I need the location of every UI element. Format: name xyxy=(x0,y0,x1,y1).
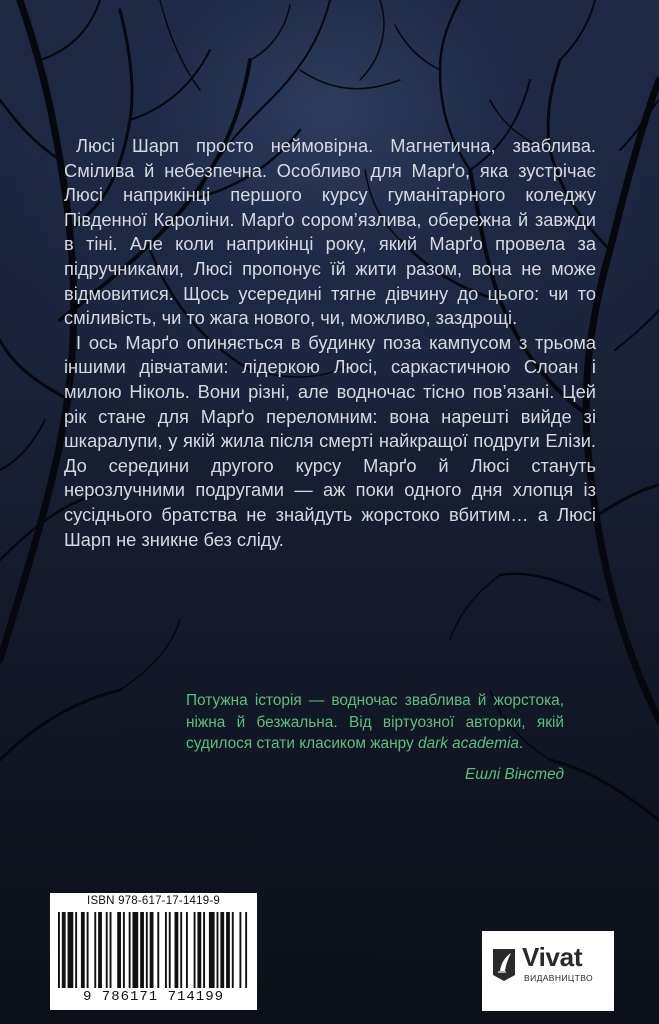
barcode-bar xyxy=(140,912,144,988)
barcode-bar xyxy=(232,912,234,988)
barcode-bar xyxy=(175,912,179,988)
isbn-barcode-block xyxy=(50,893,257,1010)
barcode-bar xyxy=(81,912,85,988)
barcode-bar xyxy=(194,912,196,988)
barcode-bar xyxy=(110,912,112,988)
barcode-bar xyxy=(123,912,125,988)
vivat-emblem-icon xyxy=(491,945,517,983)
quote-genre: dark academia xyxy=(417,735,519,753)
barcode-bar xyxy=(239,912,241,988)
barcode-bar xyxy=(117,912,121,988)
publisher-name: Vivat xyxy=(522,942,583,972)
barcode-bar xyxy=(157,912,159,988)
barcode-bar xyxy=(146,912,148,988)
barcode-bar xyxy=(62,912,66,988)
barcode-digits: 9 786171 714199 xyxy=(82,989,225,1005)
barcode-bar xyxy=(68,912,74,988)
barcode-bar xyxy=(58,912,60,988)
barcode-bar xyxy=(75,912,77,988)
quote-end: . xyxy=(518,735,524,753)
book-description xyxy=(64,134,596,552)
barcode-bar xyxy=(180,912,182,988)
description-paragraph-1: Люсі Шарп просто неймовірна. Магнетична, зваблива. Смілива й небезпечна. Особливо для Марґо, яка зустрічає Люсі наприкінці першого курсу гуманітарного коледжу Південної Кароліни. Марґо сором’язлива, обережна й завжди в тіні. Але коли наприкінці року, який Марґо провела за підручниками, Люсі пропонує їй жити разом, вона не може відмовитися. Щось усередині тягне дівчину до цього: чи то сміливість, чи то жага нового, чи, можливо, заздрощі. xyxy=(64,135,596,329)
barcode-bar xyxy=(106,912,108,988)
barcode-bar xyxy=(220,912,224,988)
review-quote xyxy=(186,690,564,755)
barcode-bar xyxy=(186,912,188,988)
barcode-bar xyxy=(150,912,154,988)
barcode-bar xyxy=(132,912,138,988)
barcode-bar xyxy=(245,912,247,988)
publisher-subtitle: ВИДАВНИЦТВО xyxy=(524,973,594,983)
barcode-bar xyxy=(197,912,201,988)
quote-author: Ешлі Вінстед xyxy=(465,766,564,783)
barcode-bar xyxy=(169,912,171,988)
barcode-bar xyxy=(98,912,102,988)
barcode-bar xyxy=(209,912,215,988)
isbn-label: ISBN 978-617-17-1419-9 xyxy=(87,895,220,907)
barcode-bar xyxy=(203,912,205,988)
barcode-bar xyxy=(217,912,219,988)
barcode-bar xyxy=(226,912,230,988)
barcode-bar xyxy=(94,912,96,988)
barcode-bar xyxy=(165,912,167,988)
description-paragraph-2: І ось Марґо опиняється в будинку поза кампусом з трьома іншими дівчатами: лідеркою Люсі, саркастичною Слоан і милою Ніколь. Вони різні, але водночас тісно пов’язані. Цей рік стане для Марґо переломним: вона нарешті вийде зі шкаралупи, у якій жила після смерті найкращої подруги Елізи. До середини другого курсу Марґо й Люсі стануть нерозлучними подругами — аж поки одного дня хлопця із сусіднього братства не знайдуть жорстоко вбитим… а Люсі Шарп не зникне без сліду. xyxy=(64,331,596,550)
publisher-logo xyxy=(482,931,614,1011)
barcode-image xyxy=(58,912,249,988)
barcode-bar xyxy=(87,912,89,988)
quote-text: Потужна історія — водночас зваблива й жорстока, ніжна й безжальна. Від віртуозної авторки, якій судилося стати класиком жанру xyxy=(186,692,564,753)
barcode-bar xyxy=(129,912,131,988)
